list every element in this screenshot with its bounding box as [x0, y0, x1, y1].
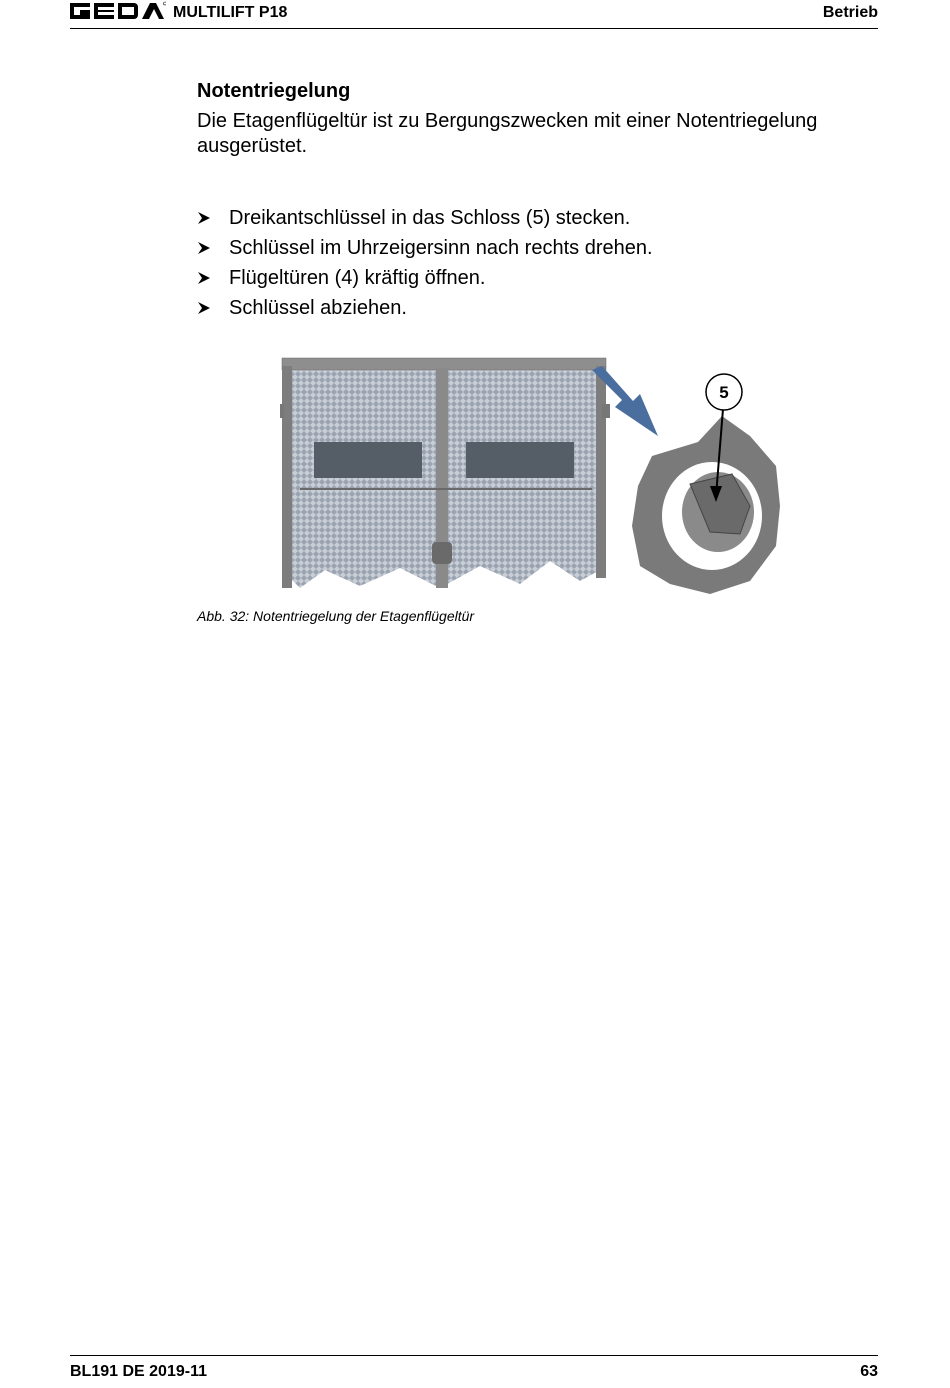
- step-text: Dreikantschlüssel in das Schloss (5) stecken.: [229, 207, 631, 229]
- document-code: BL191 DE 2019-11: [70, 1363, 207, 1380]
- list-item: [197, 235, 653, 265]
- page-header: [70, 0, 878, 29]
- arrow-bullet-icon: [197, 271, 211, 285]
- step-text: Schlüssel im Uhrzeigersinn nach rechts drehen.: [229, 237, 653, 259]
- list-item: [197, 295, 653, 325]
- list-item: [197, 205, 653, 235]
- intro-paragraph: Die Etagenflügeltür ist zu Bergungszwecken mit einer Notentriegelung ausgerüstet.: [197, 110, 818, 157]
- page-footer: [70, 1355, 878, 1388]
- product-name: MULTILIFT P18: [173, 4, 288, 21]
- landing-door-illustration: [280, 358, 610, 604]
- emergency-release-figure: [280, 356, 780, 604]
- figure-caption: Abb. 32: Notentriegelung der Etagenflügeltür: [197, 608, 475, 624]
- arrow-bullet-icon: [197, 211, 211, 225]
- list-item: [197, 265, 653, 295]
- lock-detail-illustration: [632, 416, 780, 594]
- geda-logo: [70, 1, 166, 21]
- page-number: 63: [860, 1363, 878, 1380]
- step-text: Schlüssel abziehen.: [229, 297, 407, 319]
- section-title: Betrieb: [822, 4, 878, 21]
- arrow-bullet-icon: [197, 301, 211, 315]
- arrow-bullet-icon: [197, 241, 211, 255]
- callout-label: 5: [719, 383, 729, 402]
- page-heading: Notentriegelung: [197, 80, 351, 102]
- instruction-steps: [197, 205, 653, 325]
- step-text: Flügeltüren (4) kräftig öffnen.: [229, 267, 486, 289]
